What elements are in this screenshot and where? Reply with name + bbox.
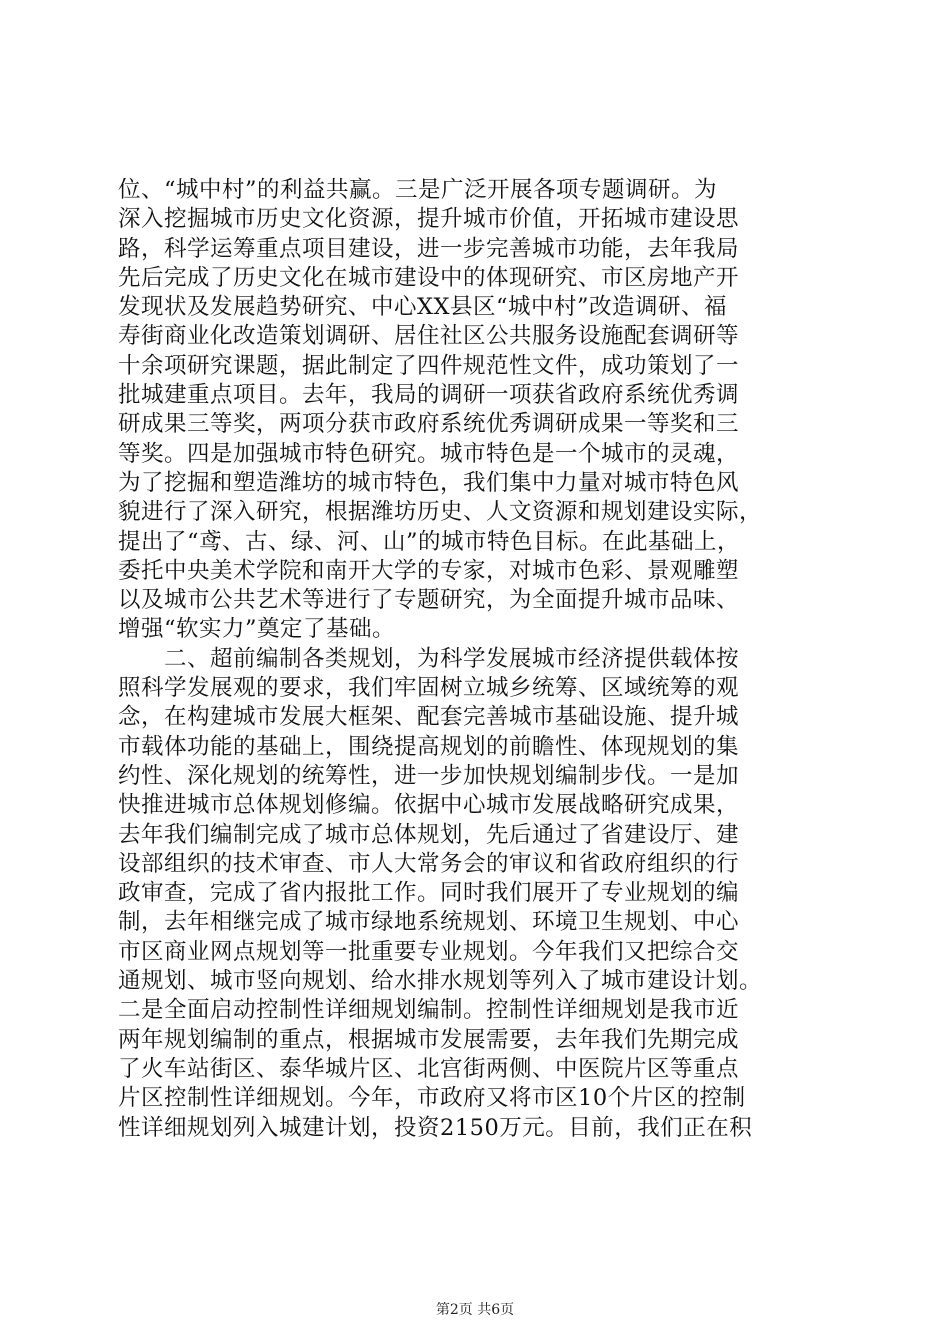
body-text (118, 176, 838, 1143)
text-line: 发现状及发展趋势研究、中心XX县区“城中村”改造调研、福 (118, 294, 728, 321)
text-line: 貌进行了深入研究，根据潍坊历史、人文资源和规划建设实际， (118, 499, 763, 526)
text-line: 深入挖掘城市历史文化资源，提升城市价值，开拓城市建设思 (118, 206, 740, 233)
text-line: 十余项研究课题，据此制定了四件规范性文件，成功策划了一 (118, 352, 740, 379)
text-line: 政审查，完成了省内报批工作。同时我们展开了专业规划的编 (118, 880, 740, 907)
text-line: 制，去年相继完成了城市绿地系统规划、环境卫生规划、中心 (118, 909, 740, 936)
text-line: 委托中央美术学院和南开大学的专家，对城市色彩、景观雕塑 (118, 557, 740, 584)
text-line: 市载体功能的基础上，围绕提高规划的前瞻性、体现规划的集 (118, 733, 740, 760)
text-line: 研成果三等奖，两项分获市政府系统优秀调研成果一等奖和三 (118, 411, 740, 438)
text-line: 市区商业网点规划等一批重要专业规划。今年我们又把综合交 (118, 938, 740, 965)
text-line: 为了挖掘和塑造潍坊的城市特色，我们集中力量对城市特色风 (118, 469, 740, 496)
text-line: 片区控制性详细规划。今年，市政府又将市区10个片区的控制 (118, 1085, 746, 1112)
text-line: 念，在构建城市发展大框架、配套完善城市基础设施、提升城 (118, 704, 740, 731)
text-line: 快推进城市总体规划修编。依据中心城市发展战略研究成果， (118, 792, 740, 819)
text-line: 等奖。四是加强城市特色研究。城市特色是一个城市的灵魂， (118, 440, 740, 467)
text-line: 通规划、城市竖向规划、给水排水规划等列入了城市建设计划。 (118, 968, 763, 995)
text-line: 二是全面启动控制性详细规划编制。控制性详细规划是我市近 (118, 997, 740, 1024)
text-line: 路，科学运筹重点项目建设，进一步完善城市功能，去年我局 (118, 235, 740, 262)
text-line: 提出了“鸢、古、绿、河、山”的城市特色目标。在此基础上， (118, 528, 741, 555)
text-line: 寿街商业化改造策划调研、居住社区公共服务设施配套调研等 (118, 323, 740, 350)
text-line: 两年规划编制的重点，根据城市发展需要，去年我们先期完成 (118, 1026, 740, 1053)
page-number-footer: 第2页 共6页 (435, 1302, 515, 1318)
text-line: 位、“城中村”的利益共赢。三是广泛开展各项专题调研。为 (118, 177, 718, 203)
text-line: 去年我们编制完成了城市总体规划，先后通过了省建设厅、建 (118, 821, 740, 848)
text-line: 以及城市公共艺术等进行了专题研究，为全面提升城市品味、 (118, 587, 740, 614)
text-line: 了火车站街区、泰华城片区、北宫街两侧、中医院片区等重点 (118, 1055, 740, 1082)
text-line: 性详细规划列入城建计划，投资2150万元。目前，我们正在积 (118, 1114, 753, 1141)
text-line: 设部组织的技术审查、市人大常务会的审议和省政府组织的行 (118, 850, 740, 877)
text-line: 二、超前编制各类规划，为科学发展城市经济提供载体按 (118, 645, 740, 672)
text-line: 增强“软实力”奠定了基础。 (118, 616, 396, 643)
text-line: 约性、深化规划的统筹性，进一步加快规划编制步伐。一是加 (118, 762, 740, 789)
text-line: 先后完成了历史文化在城市建设中的体现研究、市区房地产开 (118, 264, 740, 291)
text-line: 照科学发展观的要求，我们牢固树立城乡统筹、区域统筹的观 (118, 675, 740, 702)
text-line: 批城建重点项目。去年，我局的调研一项获省政府系统优秀调 (118, 382, 740, 409)
